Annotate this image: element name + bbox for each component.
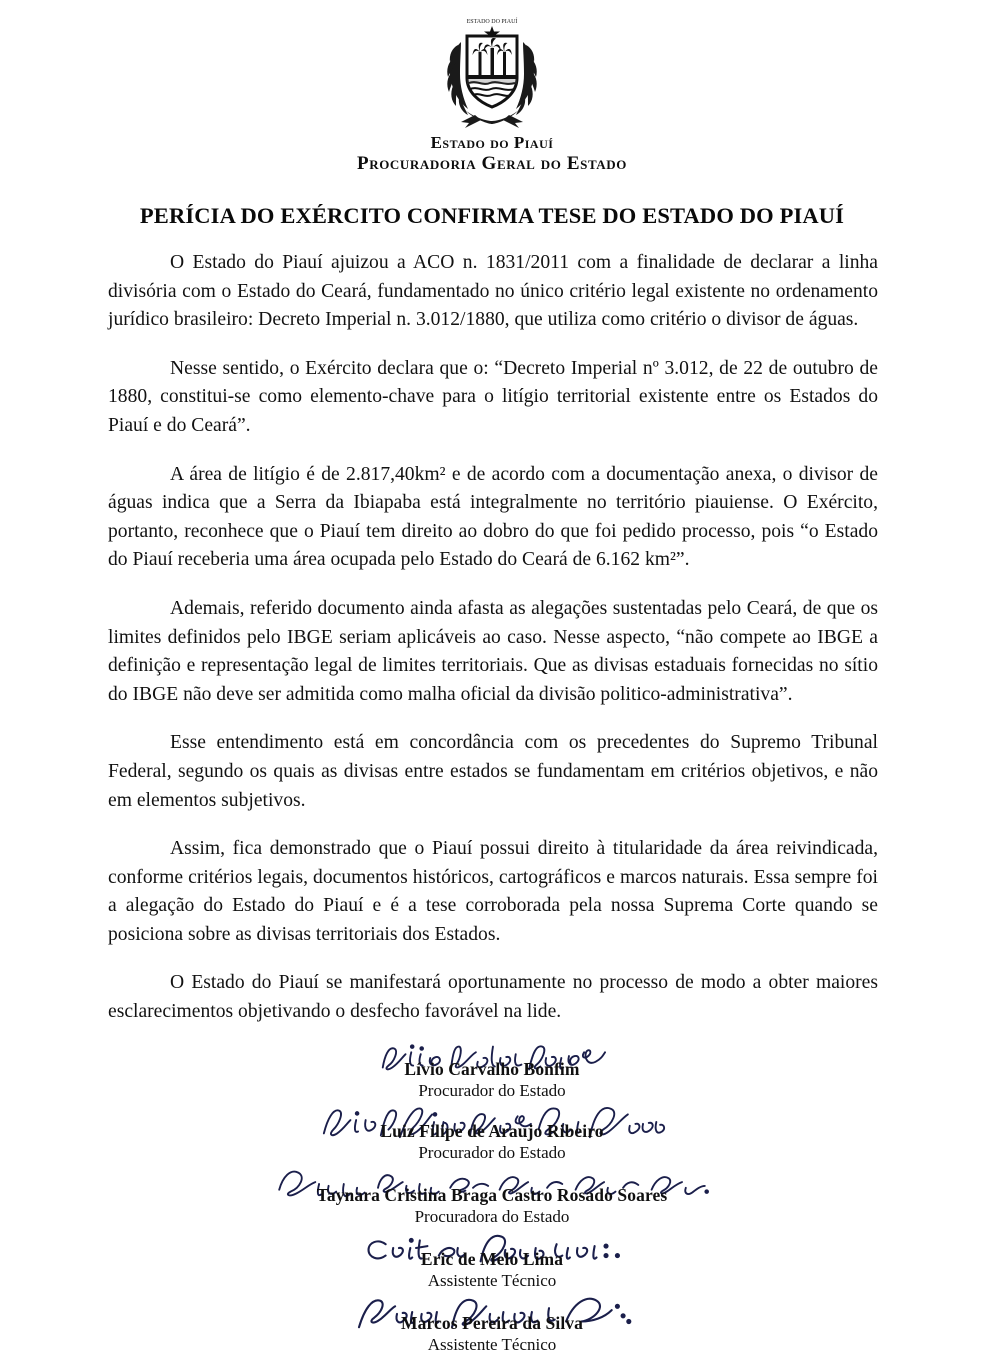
paragraph-7: O Estado do Piauí se manifestará oportunamente no processo de modo a obter maiores esclarecimentos objetivando o desfecho favorável na lide. <box>108 972 878 1023</box>
signature-entry <box>107 1229 877 1291</box>
paragraph-3: A área de litígio é de 2.817,40km² e de acordo com a documentação anexa, o divisor de águas indica que a Serra da Ibiapaba está integralmente no território piauiense. O Exército, portanto, reconhece que o Piauí tem direito ao dobro do que foi pedido processo, pois “o Estado do Piauí receberia uma área ocupada pelo Estado do Ceará de 6.162 km²”. <box>108 463 878 571</box>
signature-role: Assistente Técnico <box>427 1270 557 1290</box>
paragraph-2: Nesse sentido, o Exército declara que o: “Decreto Imperial nº 3.012, de 22 de outubro de 1880, constitui-se como elemento-chave para o litígio territorial existente entre os Estados do Piauí e do Ceará”. <box>108 357 878 436</box>
document-body <box>106 249 878 1027</box>
org-name-agency: Procuradoria Geral do Estado <box>357 153 627 174</box>
signature-role: Assistente Técnico <box>427 1334 557 1354</box>
org-name-state: Estado do Piauí <box>430 133 554 152</box>
paragraph-6: Assim, fica demonstrado que o Piauí possui direito à titularidade da área reivindicada, conforme critérios legais, documentos históricos, cartográficos e marcos naturais. Essa sempre foi a alegação do Estado do Piauí e é a tese corroborada pela nossa Suprema Corte quando se posiciona sobre as divisas territoriais dos Estados. <box>108 838 878 945</box>
emblem-container <box>0 12 984 130</box>
paragraph-5: Esse entendimento está em concordância com os precedentes do Supremo Tribunal Federal, segundo os quais as divisas entre estados se fundamentam em critérios objetivos, e não em elementos subjetivos. <box>108 732 878 811</box>
paragraph-1: O Estado do Piauí ajuizou a ACO n. 1831/2011 com a finalidade de declarar a linha divisória com o Estado do Ceará, fundamentado no único critério legal existente no ordenamento jurídico brasileiro: Decreto Imperial n. 3.012/1880, que utiliza como critério o divisor de águas. <box>108 252 878 331</box>
signature-entry <box>107 1165 877 1227</box>
signature-role: Procurador do Estado <box>418 1142 566 1162</box>
signature-name: Eric de Melo Lima <box>420 1248 564 1269</box>
svg-text:ESTADO DO PIAUÍ: ESTADO DO PIAUÍ <box>466 19 518 25</box>
signature-entry <box>107 1039 877 1101</box>
signature-entry <box>107 1293 877 1355</box>
signature-entry <box>107 1103 877 1163</box>
paragraph-4: Ademais, referido documento ainda afasta as alegações sustentadas pelo Ceará, de que os limites definidos pelo IBGE seriam aplicáveis ao caso. Nesse aspecto, “não compete ao IBGE a definição e representação legal de limites territoriais. Que as divisas estaduais fornecidas no sítio do IBGE não deve ser admitida como malha oficial da divisão politico-administrativa”. <box>108 597 878 705</box>
signature-name: Taynara Cristina Braga Castro Rosado Soares <box>316 1184 668 1205</box>
signature-name: Lívio Carvalho Bonfim <box>404 1058 580 1079</box>
signature-role: Procurador do Estado <box>418 1080 566 1100</box>
page-title: PERÍCIA DO EXÉRCITO CONFIRMA TESE DO ESTADO DO PIAUÍ <box>139 203 845 228</box>
document-header <box>0 0 984 175</box>
signature-name: Luiz Filipe de Araujo Ribeiro <box>380 1120 604 1141</box>
signature-role: Procuradora do Estado <box>414 1206 570 1226</box>
signature-block <box>107 1039 877 1355</box>
signature-name: Marcos Pereira da Silva <box>401 1312 583 1333</box>
piaui-coat-of-arms-icon <box>431 12 553 130</box>
